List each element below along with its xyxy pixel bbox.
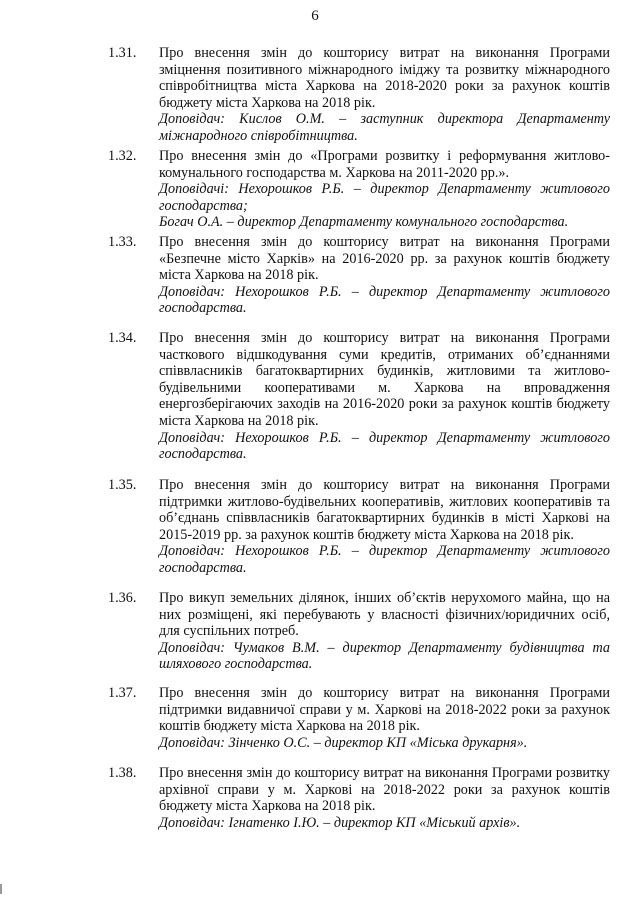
item-title: Про внесення змін до кошторису витрат на виконання Програми підтримки житлово-будівельних кооперативів, житлових кооперативів та об’єднань співвласників багатоквартирних будинків в місті Харкові на 2015-2019 рр. за рахунок коштів бюджету міста Харкова на 2018 рік. bbox=[159, 477, 610, 543]
agenda-item-1-37 bbox=[108, 685, 610, 751]
agenda-item-1-34 bbox=[108, 330, 610, 463]
item-speaker: Доповідачі: Нехорошков Р.Б. – директор Департаменту житлового господарства; bbox=[159, 181, 610, 214]
item-title: Про внесення змін до кошторису витрат на виконання Програми розвитку архівної справи у м. Харкові на 2018-2022 роки за рахунок коштів бюджету міста Харкова на 2018 рік. bbox=[159, 765, 610, 815]
item-speaker: Доповідач: Кислов О.М. – заступник директора Департаменту міжнародного співробітництва. bbox=[159, 111, 610, 144]
item-title: Про внесення змін до кошторису витрат на виконання Програми підтримки видавничої справи у м. Харкові на 2018-2022 роки за рахунок коштів бюджету міста Харкова на 2018 рік. bbox=[159, 685, 610, 735]
agenda-item-1-38 bbox=[108, 765, 610, 831]
item-body bbox=[159, 234, 610, 317]
item-speaker: Доповідач: Ігнатенко І.Ю. – директор КП «Міський архів». bbox=[159, 814, 521, 831]
item-speaker: Доповідач: Нехорошков Р.Б. – директор Департаменту житлового господарства. bbox=[159, 283, 610, 317]
item-body bbox=[159, 590, 610, 673]
item-number: 1.32. bbox=[108, 148, 137, 164]
item-number: 1.35. bbox=[108, 477, 137, 493]
item-speaker: Доповідач: Зінченко О.С. – директор КП «Міська друкарня». bbox=[159, 734, 528, 751]
item-body bbox=[159, 45, 610, 145]
item-number: 1.38. bbox=[108, 765, 137, 781]
item-title: Про внесення змін до кошторису витрат на виконання Програми «Безпечне місто Харків» на 2016-2020 рр. за рахунок коштів бюджету міста Харкова на 2018 рік. bbox=[159, 234, 610, 284]
item-speaker: Доповідач: Нехорошков Р.Б. – директор Департаменту житлового господарства. bbox=[159, 429, 610, 463]
agenda-item-1-31 bbox=[108, 45, 610, 145]
item-number: 1.34. bbox=[108, 330, 137, 346]
scan-margin-mark bbox=[0, 884, 2, 894]
item-number: 1.33. bbox=[108, 234, 137, 250]
item-body bbox=[159, 477, 610, 577]
item-speaker: Доповідач: Нехорошков Р.Б. – директор Департаменту житлового господарства. bbox=[159, 543, 610, 576]
item-number: 1.31. bbox=[108, 45, 137, 61]
item-body bbox=[159, 685, 610, 751]
agenda-item-1-33 bbox=[108, 234, 610, 317]
item-title: Про викуп земельних ділянок, інших об’єктів нерухомого майна, що на них розміщені, які перебувають у власності фізичних/юридичних осіб, для суспільних потреб. bbox=[159, 590, 610, 640]
item-speaker: Богач О.А. – директор Департаменту комунального господарства. bbox=[159, 214, 569, 231]
agenda-item-1-32 bbox=[108, 148, 610, 231]
item-title: Про внесення змін до кошторису витрат на виконання Програми часткового відшкодування суми кредитів, отриманих об’єднаннями співвласників багатоквартирних будинків, житловими та житлово-будівельними кооперативами м. Харкова на впровадження енергозберігаючих заходів на 2016-2020 роки за рахунок коштів бюджету міста Харкова на 2018 рік. bbox=[159, 330, 610, 429]
item-title: Про внесення змін до «Програми розвитку і реформування житлово-комунального господарства м. Харкова на 2011-2020 рр.». bbox=[159, 148, 610, 181]
item-speaker: Доповідач: Чумаков В.М. – директор Департаменту будівництва та шляхового господарства. bbox=[159, 639, 610, 673]
agenda-item-1-35 bbox=[108, 477, 610, 577]
item-body bbox=[159, 765, 610, 831]
agenda-item-1-36 bbox=[108, 590, 610, 673]
item-body bbox=[159, 330, 610, 463]
item-title: Про внесення змін до кошторису витрат на виконання Програми зміцнення позитивного міжнародного іміджу та розвитку міжнародного співробітництва міста Харкова на 2018-2020 роки за рахунок коштів бюджету міста Харкова на 2018 рік. bbox=[159, 45, 610, 111]
item-number: 1.37. bbox=[108, 685, 137, 701]
item-body bbox=[159, 148, 610, 231]
item-number: 1.36. bbox=[108, 590, 137, 606]
page-number: 6 bbox=[311, 8, 319, 24]
